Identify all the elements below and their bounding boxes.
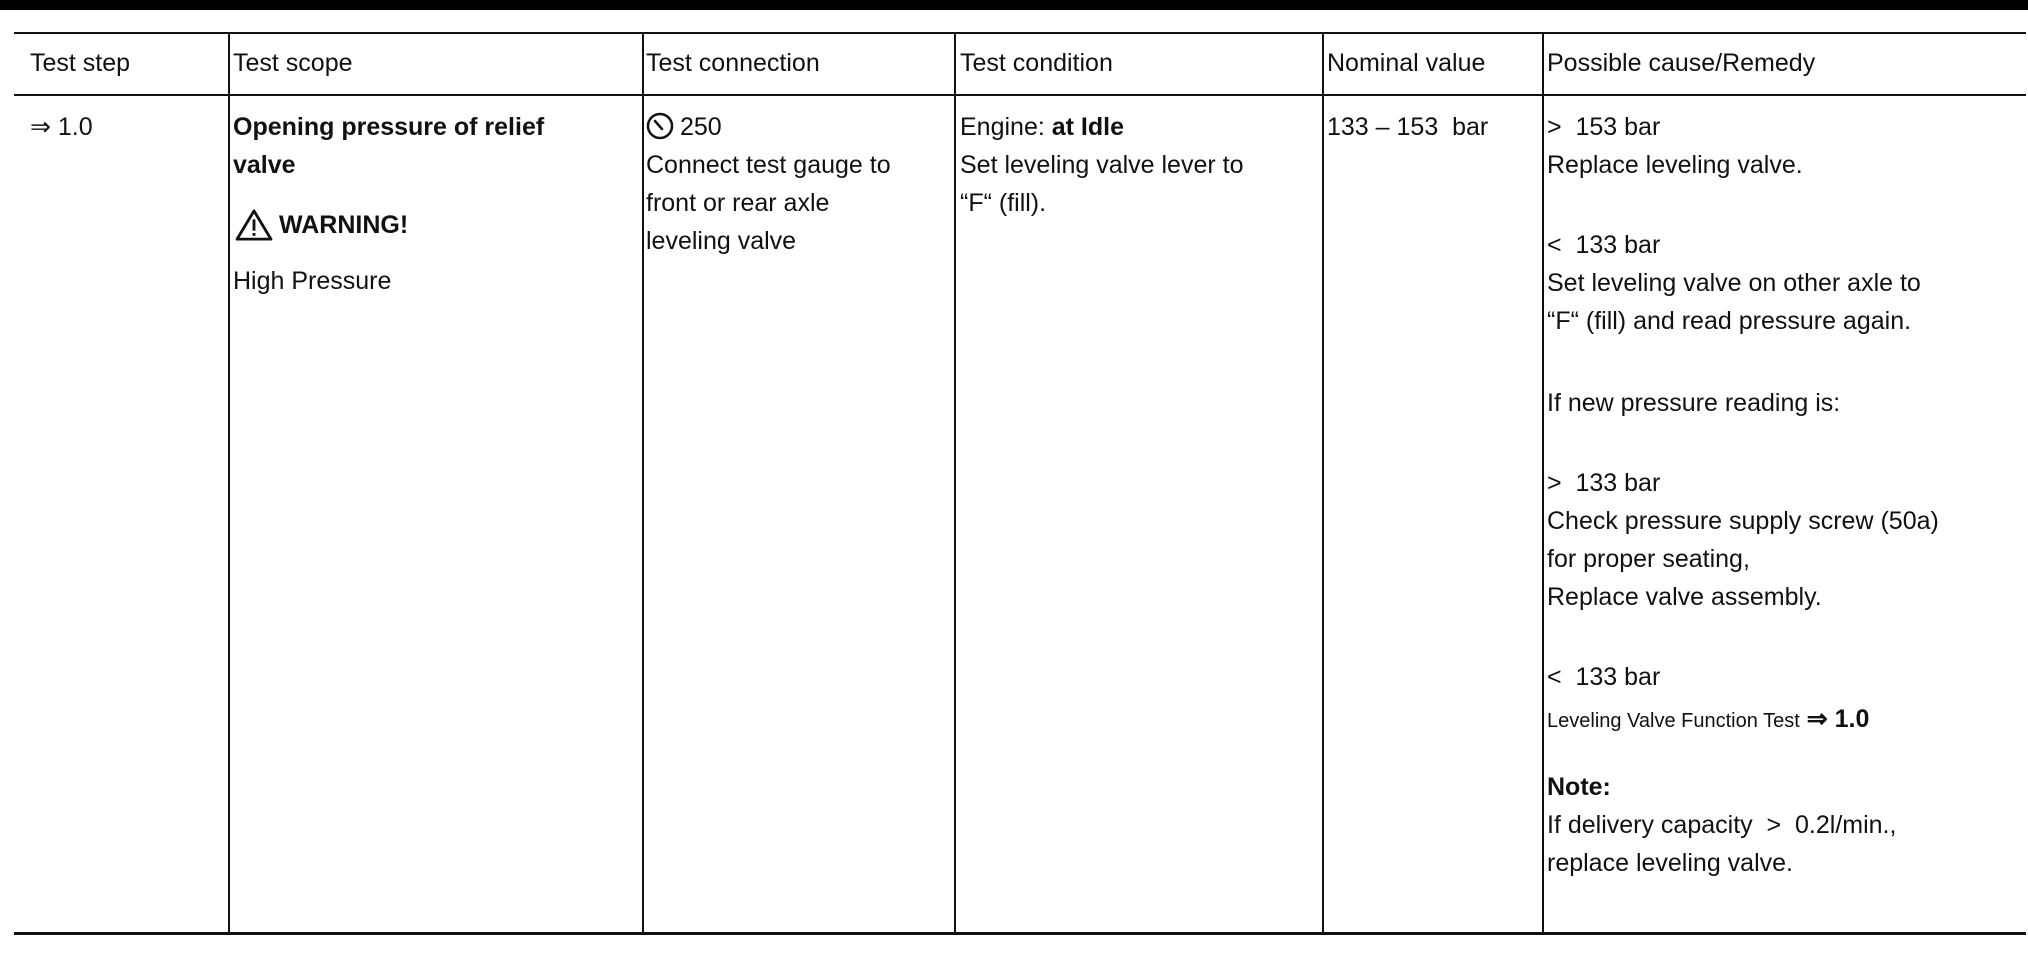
column-divider xyxy=(642,32,644,935)
header-possible-cause: Possible cause/Remedy xyxy=(1547,49,1816,77)
scope-title-line-1: Opening pressure of relief xyxy=(233,113,545,141)
cause-less-133-b: < 133 bar xyxy=(1547,663,1661,691)
remedy-function-ref: ⇒ 1.0 xyxy=(1806,705,1870,733)
cause-greater-133: > 133 bar xyxy=(1547,469,1661,497)
note-line-2: replace leveling valve. xyxy=(1547,849,1793,877)
nominal-value: 133 – 153 bar xyxy=(1327,113,1489,141)
header-bottom-border xyxy=(14,94,2026,96)
if-new-reading: If new pressure reading is: xyxy=(1547,389,1841,417)
remedy-replace-leveling: Replace leveling valve. xyxy=(1547,151,1803,179)
connection-line-1: Connect test gauge to xyxy=(646,151,891,179)
note-label: Note: xyxy=(1547,773,1611,801)
remedy-check-line-1: Check pressure supply screw (50a) xyxy=(1547,507,1939,535)
header-test-condition: Test condition xyxy=(960,49,1113,77)
connection-line-3: leveling valve xyxy=(646,227,797,255)
cause-less-133-a: < 133 bar xyxy=(1547,231,1661,259)
condition-line-3: “F“ (fill). xyxy=(960,189,1047,217)
note-line-1: If delivery capacity > 0.2l/min., xyxy=(1547,811,1897,839)
pressure-gauge-icon xyxy=(646,112,674,140)
header-nominal-value: Nominal value xyxy=(1327,49,1486,77)
condition-engine-label: Engine: xyxy=(960,113,1045,141)
header-test-scope: Test scope xyxy=(233,49,353,77)
column-divider xyxy=(1322,32,1324,935)
remedy-other-axle-line-1: Set leveling valve on other axle to xyxy=(1547,269,1921,297)
connection-line-2: front or rear axle xyxy=(646,189,830,217)
warning-triangle-icon xyxy=(235,209,273,241)
remedy-check-line-2: for proper seating, xyxy=(1547,545,1750,573)
header-test-step: Test step xyxy=(30,49,131,77)
warning-text: High Pressure xyxy=(233,267,392,295)
gauge-reading-row xyxy=(646,108,722,146)
remedy-function-test-row xyxy=(1547,700,1869,740)
cause-greater-153: > 153 bar xyxy=(1547,113,1661,141)
gauge-value: 250 xyxy=(680,113,722,141)
warning-label: WARNING! xyxy=(279,211,409,239)
remedy-other-axle-line-2: “F“ (fill) and read pressure again. xyxy=(1547,307,1912,335)
header-test-connection: Test connection xyxy=(646,49,820,77)
scope-title-line-2: valve xyxy=(233,151,296,179)
condition-line-2: Set leveling valve lever to xyxy=(960,151,1244,179)
test-step-value: ⇒ 1.0 xyxy=(30,113,93,141)
warning-label-row xyxy=(235,203,408,247)
remedy-function-test: Leveling Valve Function Test xyxy=(1547,710,1800,732)
column-divider xyxy=(954,32,956,935)
column-divider xyxy=(228,32,230,935)
condition-engine-value: at Idle xyxy=(1051,113,1124,141)
top-border xyxy=(0,0,2028,10)
table-top-border xyxy=(14,32,2026,34)
column-divider xyxy=(1542,32,1544,935)
condition-engine-row xyxy=(960,108,1124,146)
remedy-check-line-3: Replace valve assembly. xyxy=(1547,583,1822,611)
table-bottom-border xyxy=(14,932,2026,935)
